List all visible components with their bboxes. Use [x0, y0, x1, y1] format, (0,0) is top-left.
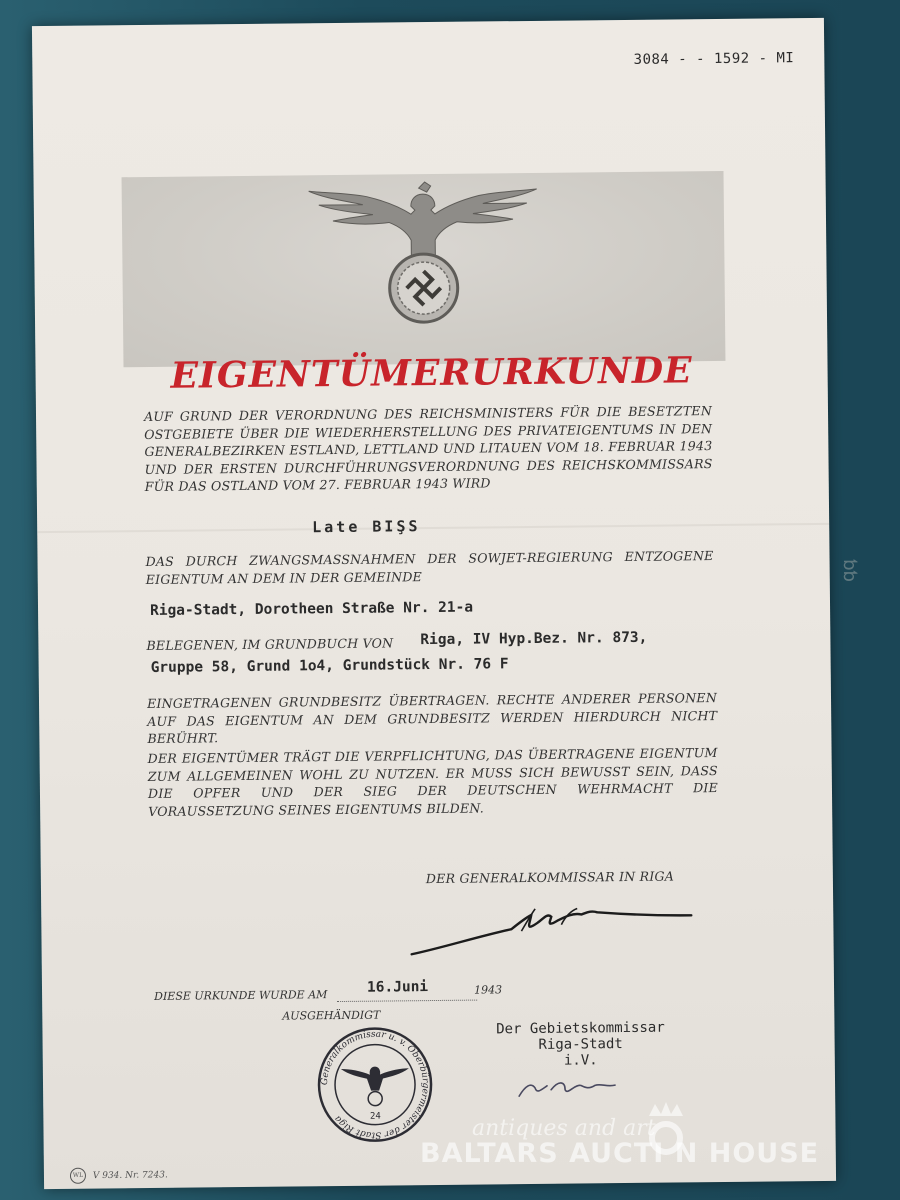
general-commissioner-signature: [401, 889, 702, 962]
owner-name: Late BIŞS: [312, 517, 421, 537]
printer-logo-icon: WL: [70, 1168, 86, 1184]
reference-number: 3084 - - 1592 - MI: [633, 50, 795, 68]
legal-basis-text: AUF GRUND DER VERORDNUNG DES REICHSMINISTERS FÜR DIE BESETZTEN OSTGEBIETE ÜBER DIE WIEDERHERSTELLUNG DES PRIVATEIGENTUMS IN DEN GENERALBEZIRKEN ESTLAND, LETTLAND UND LITAUEN VOM 18. FEBRUAR 1943 UND DER ERSTEN DURCHFÜHRUNGSVERORDNUNG DES REICHSKOMMISSARS FÜR DAS OSTLAND VOM 27. FEBRUAR 1943 WIRD: [143, 403, 713, 495]
parcel-details: Gruppe 58, Grund 1o4, Grundstück Nr. 76 F: [150, 656, 509, 676]
district-commissioner-signature: [515, 1065, 625, 1106]
emblem-panel: [122, 171, 726, 367]
official-seal-stamp: [314, 1024, 435, 1145]
watermark-brand: BALTARS AUCTI N HOUSE: [420, 1138, 820, 1169]
date-line: [337, 1000, 477, 1002]
svg-text:Generalkommissar u. v. Oberbür: Generalkommissar u. v. Oberbürgermeister der Stadt Riga: [319, 1029, 431, 1140]
form-number-block: [70, 1167, 168, 1184]
issued-label: DIESE URKUNDE WURDE AM: [154, 988, 328, 1003]
issue-date: 16.Juni: [366, 979, 429, 996]
district-commissioner-block: [470, 1019, 690, 1069]
handed-over-label: AUSGEHÄNDIGT: [282, 1008, 381, 1023]
district-commissioner-city: Riga-Stadt: [538, 1036, 623, 1053]
transfer-text: EINGETRAGENEN GRUNDBESITZ ÜBERTRAGEN. RECHTE ANDERER PERSONEN AUF DAS EIGENTUM AN DEM GRUNDBESITZ WERDEN HIERDURCH NICHT BERÜHRT.: [146, 690, 718, 747]
svg-text:24: 24: [369, 1111, 381, 1122]
certificate-document: [32, 18, 836, 1189]
confiscation-text: DAS DURCH ZWANGSMASSNAHMEN DER SOWJET-REGIERUNG ENTZOGENE EIGENTUM AN DEM IN DER GEMEINDE: [145, 548, 714, 587]
paper-fold: [37, 523, 829, 533]
district-commissioner-title: Der Gebietskommissar: [496, 1019, 665, 1038]
edge-pencil-mark: ƅƅ: [838, 559, 860, 582]
eagle-emblem-icon: [306, 169, 540, 341]
issuing-office: DER GENERALKOMMISSAR IN RIGA: [425, 868, 675, 887]
form-number: V 934. Nr. 7243.: [92, 1170, 168, 1182]
district-commissioner-deputy: i.V.: [563, 1052, 598, 1069]
watermark-tagline: antiques and art: [472, 1116, 656, 1141]
issue-year: 1943: [473, 983, 503, 997]
property-address: Riga-Stadt, Dorotheen Straße Nr. 21-a: [149, 599, 474, 619]
document-title: EIGENTÜMERURKUNDE: [170, 349, 693, 397]
obligation-text: DER EIGENTÜMER TRÄGT DIE VERPFLICHTUNG, DAS ÜBERTRAGENE EIGENTUM ZUM ALLGEMEINEN WOHL ZU NUTZEN. ER MUSS SICH BEWUSST SEIN, DASS DIE OPFER UND DER SIEG DER DEUTSCHEN WEHRMACHT DIE VORAUSSETZUNG SEINES EIGENTUMS BILDEN.: [147, 745, 719, 819]
land-register-value: Riga, IV Hyp.Bez. Nr. 873,: [420, 629, 648, 649]
land-register-label: BELEGENEN, IM GRUNDBUCH VON: [146, 635, 394, 654]
